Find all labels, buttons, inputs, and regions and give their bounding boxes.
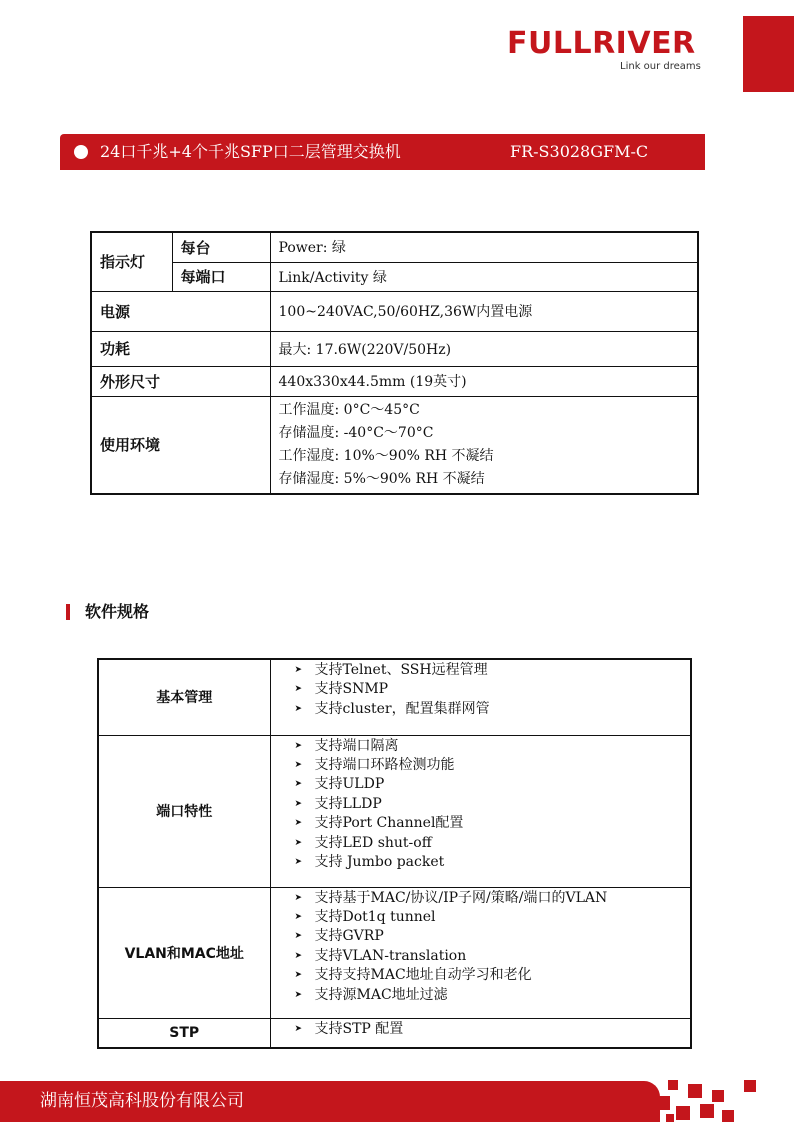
logo-tagline: Link our dreams	[620, 61, 701, 72]
chevron-right-icon: ➤	[294, 856, 303, 867]
chevron-right-icon: ➤	[294, 665, 303, 675]
list-item: ➤ 支持源MAC地址过滤	[315, 986, 691, 1005]
table-row	[91, 232, 698, 262]
software-spec-table	[97, 658, 692, 1049]
spec-sublabel: 每端口	[172, 262, 270, 291]
env-line: 存储温度: -40°C～70°C	[278, 424, 434, 441]
footer-company: 湖南恒茂高科股份有限公司	[40, 1091, 244, 1111]
spec-value: Power: 绿	[270, 232, 698, 262]
table-row	[98, 1018, 691, 1048]
spec-label: 功耗	[91, 331, 270, 366]
spec-value: 440x330x44.5mm (19英寸)	[270, 366, 698, 396]
list-item: ➤ 支持LED shut-off	[315, 834, 691, 853]
spec-sublabel: 每台	[172, 232, 270, 262]
env-line: 工作湿度: 10%～90% RH 不凝结	[278, 447, 494, 464]
list-item: ➤ 支持cluster，配置集群网管	[315, 700, 691, 719]
chevron-right-icon: ➤	[294, 740, 303, 751]
list-item: ➤ 支持VLAN-translation	[315, 947, 691, 966]
chevron-right-icon: ➤	[294, 798, 303, 809]
chevron-right-icon: ➤	[294, 970, 303, 981]
bullet-dot-icon	[74, 145, 88, 159]
feature-list	[270, 1018, 691, 1048]
product-title-bar	[60, 134, 705, 170]
chevron-right-icon: ➤	[294, 892, 303, 903]
section-title: 软件规格	[85, 602, 150, 621]
chevron-right-icon: ➤	[294, 911, 303, 922]
chevron-right-icon: ➤	[294, 931, 303, 942]
fullriver-logo	[507, 28, 737, 78]
list-item: ➤ 支持端口隔离	[315, 737, 691, 756]
list-item: ➤ 支持Dot1q tunnel	[315, 908, 691, 927]
feature-category: 基本管理	[98, 659, 270, 735]
list-item: ➤ 支持 Jumbo packet	[315, 853, 691, 872]
table-row	[98, 887, 691, 1018]
env-line: 存储湿度: 5%～90% RH 不凝结	[278, 470, 485, 487]
product-model: FR-S3028GFM-C	[510, 142, 649, 161]
spec-value: 最大: 17.6W(220V/50Hz)	[270, 331, 698, 366]
chevron-right-icon: ➤	[294, 684, 303, 695]
list-item: ➤ 支持ULDP	[315, 775, 691, 794]
list-item: ➤ 支持GVRP	[315, 927, 691, 946]
env-line: 工作温度: 0°C～45°C	[278, 401, 420, 418]
list-item: ➤ 支持LLDP	[315, 795, 691, 814]
list-item: ➤ 支持STP 配置	[315, 1020, 691, 1039]
list-item: ➤ 支持支持MAC地址自动学习和老化	[315, 966, 691, 985]
table-row	[91, 366, 698, 396]
feature-list	[270, 659, 691, 735]
list-item: ➤ 支持SNMP	[315, 680, 691, 699]
table-row	[91, 331, 698, 366]
chevron-right-icon: ➤	[294, 818, 303, 829]
section-marker	[66, 604, 70, 620]
logo-wordmark: FULLRIVER	[507, 26, 696, 61]
chevron-right-icon: ➤	[294, 950, 303, 961]
list-item: ➤ 支持基于MAC/协议/IP子网/策略/端口的VLAN	[315, 889, 691, 908]
chevron-right-icon: ➤	[294, 837, 303, 848]
feature-list	[270, 735, 691, 887]
spec-label: 电源	[91, 291, 270, 331]
table-row	[91, 396, 698, 494]
chevron-right-icon: ➤	[294, 759, 303, 770]
table-row	[91, 262, 698, 291]
spec-label: 外形尺寸	[91, 366, 270, 396]
list-item: ➤ 支持端口环路检测功能	[315, 756, 691, 775]
spec-value: 100~240VAC,50/60HZ,36W内置电源	[270, 291, 698, 331]
chevron-right-icon: ➤	[294, 1023, 303, 1034]
product-title: 24口千兆+4个千兆SFP口二层管理交换机	[100, 142, 401, 161]
list-item: ➤ 支持Port Channel配置	[315, 814, 691, 833]
footer-bar	[0, 1081, 660, 1122]
chevron-right-icon: ➤	[294, 779, 303, 790]
spec-label: 使用环境	[91, 396, 270, 494]
feature-category: STP	[98, 1018, 270, 1048]
spec-value	[270, 396, 698, 494]
spec-value: Link/Activity 绿	[270, 262, 698, 291]
hardware-spec-table	[90, 231, 699, 495]
feature-list	[270, 887, 691, 1018]
feature-category: VLAN和MAC地址	[98, 887, 270, 1018]
spec-label: 指示灯	[91, 232, 172, 291]
feature-category: 端口特性	[98, 735, 270, 887]
chevron-right-icon: ➤	[294, 989, 303, 1000]
table-row	[98, 659, 691, 735]
table-row	[98, 735, 691, 887]
table-row	[91, 291, 698, 331]
chevron-right-icon: ➤	[294, 703, 303, 714]
corner-accent-block	[743, 16, 794, 92]
list-item: ➤ 支持Telnet、SSH远程管理	[315, 661, 691, 680]
